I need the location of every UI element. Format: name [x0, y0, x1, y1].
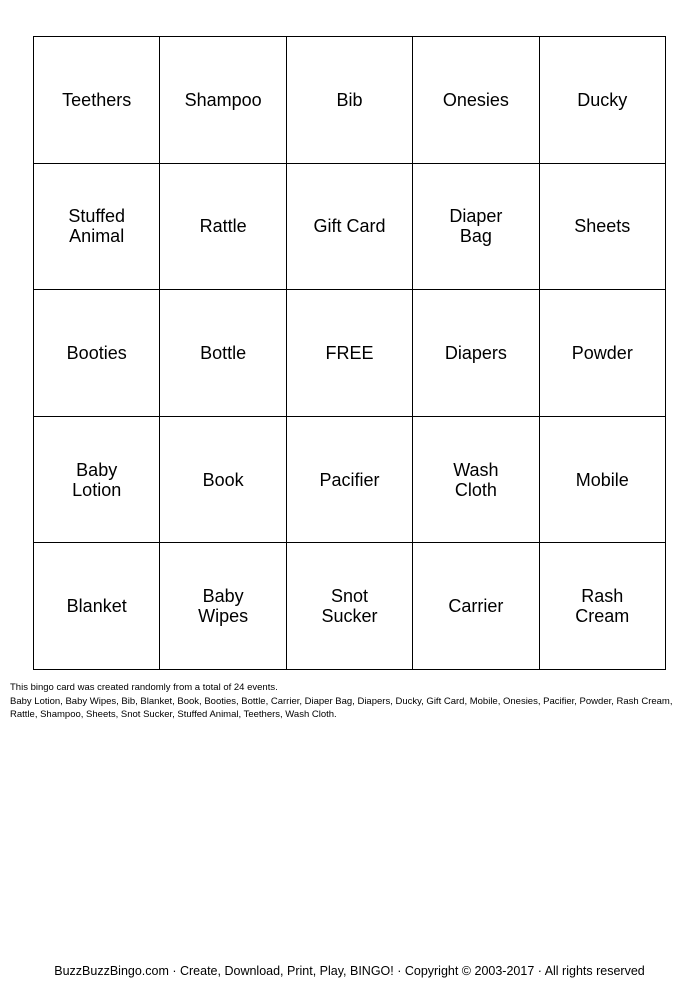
bingo-cell: Baby Lotion [34, 417, 160, 544]
bingo-cell: Bottle [160, 290, 286, 417]
bingo-card-grid [33, 36, 666, 670]
page-footer: BuzzBuzzBingo.com · Create, Download, Print, Play, BINGO! · Copyright © 2003-2017 · All rights reserved [54, 964, 645, 978]
bingo-cell: Pacifier [287, 417, 413, 544]
bingo-cell: Powder [540, 290, 666, 417]
bingo-cell: Book [160, 417, 286, 544]
free-space-cell: FREE [287, 290, 413, 417]
bingo-cell: Carrier [413, 543, 539, 670]
bingo-cell: Gift Card [287, 164, 413, 291]
bingo-cell: Diaper Bag [413, 164, 539, 291]
bingo-cell: Teethers [34, 37, 160, 164]
bingo-cell: Bib [287, 37, 413, 164]
bingo-cell: Rash Cream [540, 543, 666, 670]
bingo-cell: Wash Cloth [413, 417, 539, 544]
bingo-cell: Snot Sucker [287, 543, 413, 670]
bingo-cell: Baby Wipes [160, 543, 286, 670]
card-notes-intro: This bingo card was created randomly from a total of 24 events. [10, 682, 278, 693]
bingo-cell: Blanket [34, 543, 160, 670]
bingo-cell: Mobile [540, 417, 666, 544]
bingo-cell: Stuffed Animal [34, 164, 160, 291]
bingo-cell: Shampoo [160, 37, 286, 164]
bingo-cell: Onesies [413, 37, 539, 164]
bingo-cell: Ducky [540, 37, 666, 164]
card-events-list: Baby Lotion, Baby Wipes, Bib, Blanket, Book, Booties, Bottle, Carrier, Diaper Bag, Diapers, Ducky, Gift Card, Mobile, Onesies, Pacifier, Powder, Rash Cream, Rattle, Shampoo, Sheets, Snot Sucker, Stuffed Animal, Teethers, Wash Cloth. [10, 696, 673, 720]
bingo-cell: Rattle [160, 164, 286, 291]
bingo-cell: Diapers [413, 290, 539, 417]
bingo-cell: Booties [34, 290, 160, 417]
card-notes [10, 681, 690, 721]
bingo-cell: Sheets [540, 164, 666, 291]
